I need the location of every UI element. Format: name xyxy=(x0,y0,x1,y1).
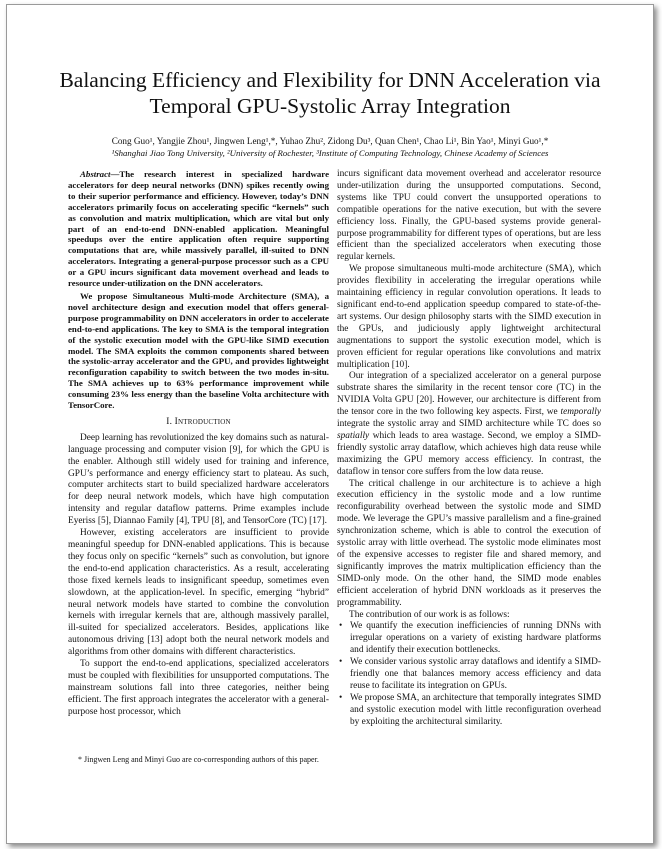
right-p3-emphasis-spatially: spatially xyxy=(337,430,370,441)
right-p3-emphasis-temporally: temporally xyxy=(560,407,601,418)
right-p3-after: which leads to area wastage. Second, we employ a SIMD-friendly systolic array dataflow, which achieves high data reuse while maximizing the GPU memory access efficiency. In contrast, the dataflow in tensor core suffers from the low data reuse. xyxy=(337,430,601,477)
section-title: Introduction xyxy=(174,416,231,427)
right-paragraph-2: We propose simultaneous multi-mode architecture (SMA), which provides flexibility in accelerating the irregular operations while maintaining efficiency in regular convolution operations. It leads to significant end-to-end application speedup compared to state-of-the-art systems. Our design philosophy starts with the SIMD execution in the GPUs, and judiciously apply lightweight architectural augmentations to support the systolic execution model, which is proven efficient for regular operations like convolutions and matrix multiplication [10]. xyxy=(337,264,601,370)
paper-page xyxy=(6,4,654,844)
right-p3-before: Our integration of a specialized accelerator on a general purpose substrate shares the similarity in the recent tensor core (TC) in the NVIDIA Volta GPU [20]. However, our architecture is different from the tensor core in the two following key aspects. First, we xyxy=(337,371,601,418)
abstract-text-1: The research interest in specialized hardware accelerators for deep neural networks (DNN) spikes recently owing to their superior performance and efficiency. However, today’s DNN accelerators primarily focus on accelerating specific “kernels” such as convolution and matrix multiplication, which are vital but only part of an end-to-end DNN-enabled application. Meaningful speedups over the entire application often require supporting computations that are, while massively parallel, ill-suited to DNN accelerators. Integrating a general-purpose processor such as a CPU or a GPU incurs significant data movement overhead and leads to resource under-utilization on the DNN accelerators. xyxy=(68,169,329,289)
intro-paragraph-3: To support the end-to-end applications, specialized accelerators must be coupled with flexibilities for unsupported computations. The mainstream solutions fall into three categories, neither being efficient. The first approach integrates the accelerator with a general-purpose host processor, which xyxy=(68,659,329,717)
contribution-item: • We quantify the execution inefficiencies of running DNNs with irregular operations on a variety of existing hardware platforms and identify their execution bottlenecks. xyxy=(350,621,601,657)
footnote: * Jingwen Leng and Minyi Guo are co-corresponding authors of this paper. xyxy=(78,755,319,764)
contribution-item: • We propose SMA, an architecture that temporally integrates SIMD and systolic execution model with little reconfiguration overhead by exploiting the architectural similarity. xyxy=(350,693,601,729)
intro-paragraph-1: Deep learning has revolutionized the key domains such as natural-language processing and computer vision [9], for which the GPU is the enabler. Although still widely used for training and inference, GPU’s performance and energy efficiency start to plateau. As such, computer architects start to build specialized hardware accelerators for deep neural network models, which have high computation intensity and regular dataflow patterns. Prime examples include Eyeriss [5], Diannao Family [4], TPU [8], and TensorCore (TC) [17]. xyxy=(68,432,329,527)
right-paragraph-4: The critical challenge in our architecture is to achieve a high execution efficiency in the systolic mode and a low runtime reconfigurability overhead between the systolic mode and SIMD mode. We leverage the GPU’s massive parallelism and a fine-grained synchronization scheme, which is able to control the execution of systolic array with little overhead. The systolic mode eliminates most of the expensive accesses to register file and shared memory, and significantly improves the matrix multiplication efficiency than the SIMD-only mode. On the other hand, the SIMD mode enables efficient acceleration of hybrid DNN workloads as it preserves the programmability. xyxy=(337,478,601,608)
title-line-2: Temporal GPU-Systolic Array Integration xyxy=(149,94,511,118)
right-paragraph-5: The contribution of our work is as follows: xyxy=(349,609,510,620)
author-list: Cong Guo¹, Yangjie Zhou¹, Jingwen Leng¹,*, Yuhao Zhu², Zidong Du³, Quan Chen¹, Chao Li¹, Bin Yao¹, Minyi Guo¹,* xyxy=(111,136,549,146)
contribution-item: • We consider various systolic array dataflows and identify a SIMD-friendly one that balances memory access efficiency and data reuse to facilitate its integration on GPUs. xyxy=(350,657,601,693)
contribution-list xyxy=(337,621,601,728)
right-paragraph-1: incurs significant data movement overhead and accelerator resource under-utilization during the unsupported computations. Second, systems like TPU could convert the unsupported operations to compatible operations for the native execution, but with the severe efficiency loss. Finally, the GPU-based systems provide general-purpose programmability for different types of operations, but are less efficient than the specialized accelerators when executing those regular kernels. xyxy=(337,169,601,263)
abstract-dash: — xyxy=(110,169,120,179)
abstract-paragraph-2: We propose Simultaneous Multi-mode Architecture (SMA), a novel architecture design and execution model that offers general-purpose programmability on DNN accelerators in order to accelerate end-to-end applications. The key to SMA is the temporal integration of the systolic execution model with the GPU-like SIMD execution model. The SMA exploits the common components shared between the systolic-array accelerator and the GPU, and provides lightweight reconfiguration capability to switch between the two modes in-situ. The SMA achieves up to 63% performance improvement while consuming 23% less energy than the baseline Volta architecture with TensorCore. xyxy=(68,290,329,411)
affiliations: ¹Shanghai Jiao Tong University, ²University of Rochester, ³Institute of Computing Technology, Chinese Academy of Sciences xyxy=(111,148,549,158)
right-paragraph-3 xyxy=(337,371,601,478)
right-p3-middle: integrate the systolic array and SIMD architecture while TC does so xyxy=(337,419,601,430)
abstract-paragraph-1 xyxy=(68,169,329,289)
paper-title xyxy=(27,67,633,119)
section-number: I. xyxy=(166,416,173,427)
title-line-1: Balancing Efficiency and Flexibility for DNN Acceleration via xyxy=(59,68,601,92)
intro-paragraph-2: However, existing accelerators are insufficient to provide meaningful speedup for DNN-enabled applications. This is because they focus only on specific “kernels” such as convolution, but ignore the end-to-end application characteristics. As a result, accelerating those fixed kernels leads to insignificant speedup, sometimes even slowdown, at the application-level. In specific, emerging “hybrid” neural network models have started to combine the convolution kernels with irregular kernels that are, although massively parallel, ill-suited for specialized accelerators. Besides, applications like autonomous driving [13] adopt both the neural network models and algorithms from other domains with different characteristics. xyxy=(68,528,329,658)
right-column xyxy=(337,169,601,729)
section-heading xyxy=(68,417,329,429)
abstract-label: Abstract xyxy=(80,169,111,179)
left-column xyxy=(68,169,329,719)
